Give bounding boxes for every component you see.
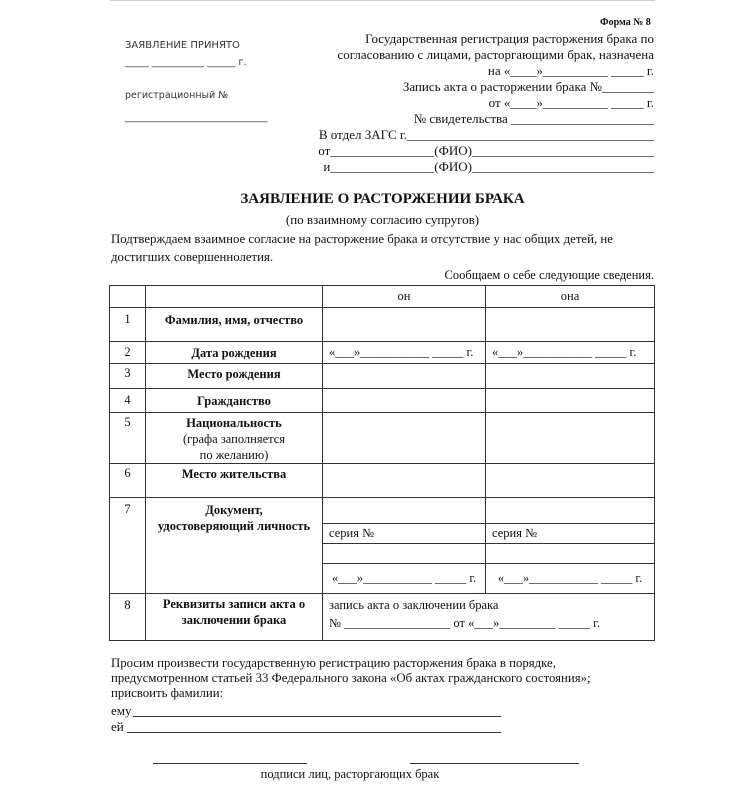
she-document-issuer[interactable] bbox=[486, 544, 655, 564]
she-document-type[interactable] bbox=[486, 498, 655, 524]
request-line-1: Просим произвести государственную регистрацию расторжения брака в порядке, bbox=[111, 656, 556, 670]
row-label-note: (графа заполняется bbox=[182, 432, 286, 446]
she-residence[interactable] bbox=[486, 464, 655, 498]
document-subtitle: (по взаимному согласию супругов) bbox=[285, 212, 480, 227]
header-blank bbox=[110, 286, 146, 308]
she-document-date[interactable]: «___»___________ _____ г. bbox=[486, 564, 655, 594]
surname-her-label: ей bbox=[111, 719, 124, 734]
row-number: 1 bbox=[110, 308, 146, 342]
row-label: Место рождения bbox=[146, 364, 323, 389]
header-line-8: от________________(ФИО)____________________________ bbox=[318, 143, 654, 158]
he-birth-date[interactable]: «___»___________ _____ г. bbox=[323, 342, 486, 364]
header-line-5: от «____»__________ _____ г. bbox=[488, 95, 654, 110]
intro-line-2: достигших совершеннолетия. bbox=[111, 250, 274, 264]
row-number: 3 bbox=[110, 364, 146, 389]
she-citizenship[interactable] bbox=[486, 389, 655, 413]
accepted-date-line: _____ ___________ ______ г. bbox=[125, 57, 247, 68]
registration-number-line: ______________________________ bbox=[125, 112, 268, 123]
table-row bbox=[110, 342, 655, 364]
header-blank bbox=[146, 286, 323, 308]
he-document-issuer[interactable] bbox=[323, 544, 486, 564]
signatures-caption: подписи лиц, расторгающих брак bbox=[260, 767, 440, 781]
she-birth-date[interactable]: «___»___________ _____ г. bbox=[486, 342, 655, 364]
table-header-row bbox=[110, 286, 655, 308]
signature-line-she[interactable] bbox=[410, 763, 579, 764]
row-label: Документ, bbox=[205, 503, 263, 517]
column-she: она bbox=[486, 286, 655, 308]
document-title: ЗАЯВЛЕНИЕ О РАСТОРЖЕНИИ БРАКА bbox=[240, 191, 525, 207]
surname-him-label: ему bbox=[111, 703, 132, 718]
row-label: Дата рождения bbox=[146, 342, 323, 364]
table-row bbox=[110, 464, 655, 498]
he-nationality[interactable] bbox=[323, 413, 486, 464]
he-document-date[interactable]: «___»___________ _____ г. bbox=[323, 564, 486, 594]
header-line-1: Государственная регистрация расторжения брака по bbox=[365, 31, 654, 46]
table-row bbox=[110, 498, 655, 524]
intro-line-1: Подтверждаем взаимное согласие на расторжение брака и отсутствие у нас общих детей, не bbox=[111, 232, 613, 246]
row-number: 8 bbox=[110, 594, 146, 641]
header-line-3: на «____»__________ _____ г. bbox=[487, 63, 654, 78]
marriage-record-cell[interactable] bbox=[323, 594, 655, 641]
she-nationality[interactable] bbox=[486, 413, 655, 464]
he-document-series[interactable]: серия № bbox=[323, 524, 486, 544]
she-birth-place[interactable] bbox=[486, 364, 655, 389]
row-label: заключении брака bbox=[181, 613, 287, 627]
table-row bbox=[110, 389, 655, 413]
marriage-record-label: запись акта о заключении брака bbox=[329, 598, 499, 612]
registration-number-label: регистрационный № bbox=[125, 90, 229, 101]
request-line-2: предусмотренном статьей 33 Федерального закона «Об актах гражданского состояния»; bbox=[111, 671, 591, 685]
row-number: 5 bbox=[110, 413, 146, 464]
header-line-7: В отдел ЗАГС г.______________________________________ bbox=[318, 127, 654, 142]
he-birth-place[interactable] bbox=[323, 364, 486, 389]
info-note: Сообщаем о себе следующие сведения. bbox=[444, 268, 654, 282]
table-row bbox=[110, 413, 655, 464]
accepted-label: ЗАЯВЛЕНИЕ ПРИНЯТО bbox=[125, 40, 240, 51]
top-divider bbox=[110, 0, 655, 1]
header-line-9: и________________(ФИО)____________________________ bbox=[323, 159, 654, 174]
row-label-note: по желанию) bbox=[199, 448, 269, 462]
row-label: Фамилия, имя, отчество bbox=[146, 308, 323, 342]
he-residence[interactable] bbox=[323, 464, 486, 498]
marriage-record-label-cell bbox=[146, 594, 323, 641]
row-label: Национальность bbox=[186, 416, 282, 430]
column-he: он bbox=[323, 286, 486, 308]
row-label: Реквизиты записи акта о bbox=[162, 597, 306, 611]
form-number: Форма № 8 bbox=[600, 17, 651, 28]
identity-document-label-cell bbox=[146, 498, 323, 594]
row-label: Место жительства bbox=[146, 464, 323, 498]
table-row bbox=[110, 594, 655, 641]
table-row bbox=[110, 308, 655, 342]
nationality-label-cell bbox=[146, 413, 323, 464]
he-full-name[interactable] bbox=[323, 308, 486, 342]
row-number: 2 bbox=[110, 342, 146, 364]
row-number: 4 bbox=[110, 389, 146, 413]
row-label: Гражданство bbox=[146, 389, 323, 413]
signature-line-he[interactable] bbox=[153, 763, 307, 764]
applicant-info-table bbox=[109, 285, 655, 641]
header-line-4: Запись акта о расторжении брака №________ bbox=[402, 79, 654, 94]
row-number: 6 bbox=[110, 464, 146, 498]
she-full-name[interactable] bbox=[486, 308, 655, 342]
request-line-3: присвоить фамилии: bbox=[111, 686, 224, 700]
row-label: удостоверяющий личность bbox=[157, 519, 311, 533]
header-line-6: № свидетельства ______________________ bbox=[413, 111, 654, 126]
surname-him-field[interactable] bbox=[133, 716, 501, 717]
marriage-record-number: № _________________ от «___»_________ _____ г. bbox=[329, 616, 600, 630]
he-document-type[interactable] bbox=[323, 498, 486, 524]
table-row bbox=[110, 364, 655, 389]
header-line-2: согласованию с лицами, расторгающими брак, назначена bbox=[337, 47, 654, 62]
surname-her-field[interactable] bbox=[127, 732, 501, 733]
he-citizenship[interactable] bbox=[323, 389, 486, 413]
she-document-series[interactable]: серия № bbox=[486, 524, 655, 544]
row-number: 7 bbox=[110, 498, 146, 594]
